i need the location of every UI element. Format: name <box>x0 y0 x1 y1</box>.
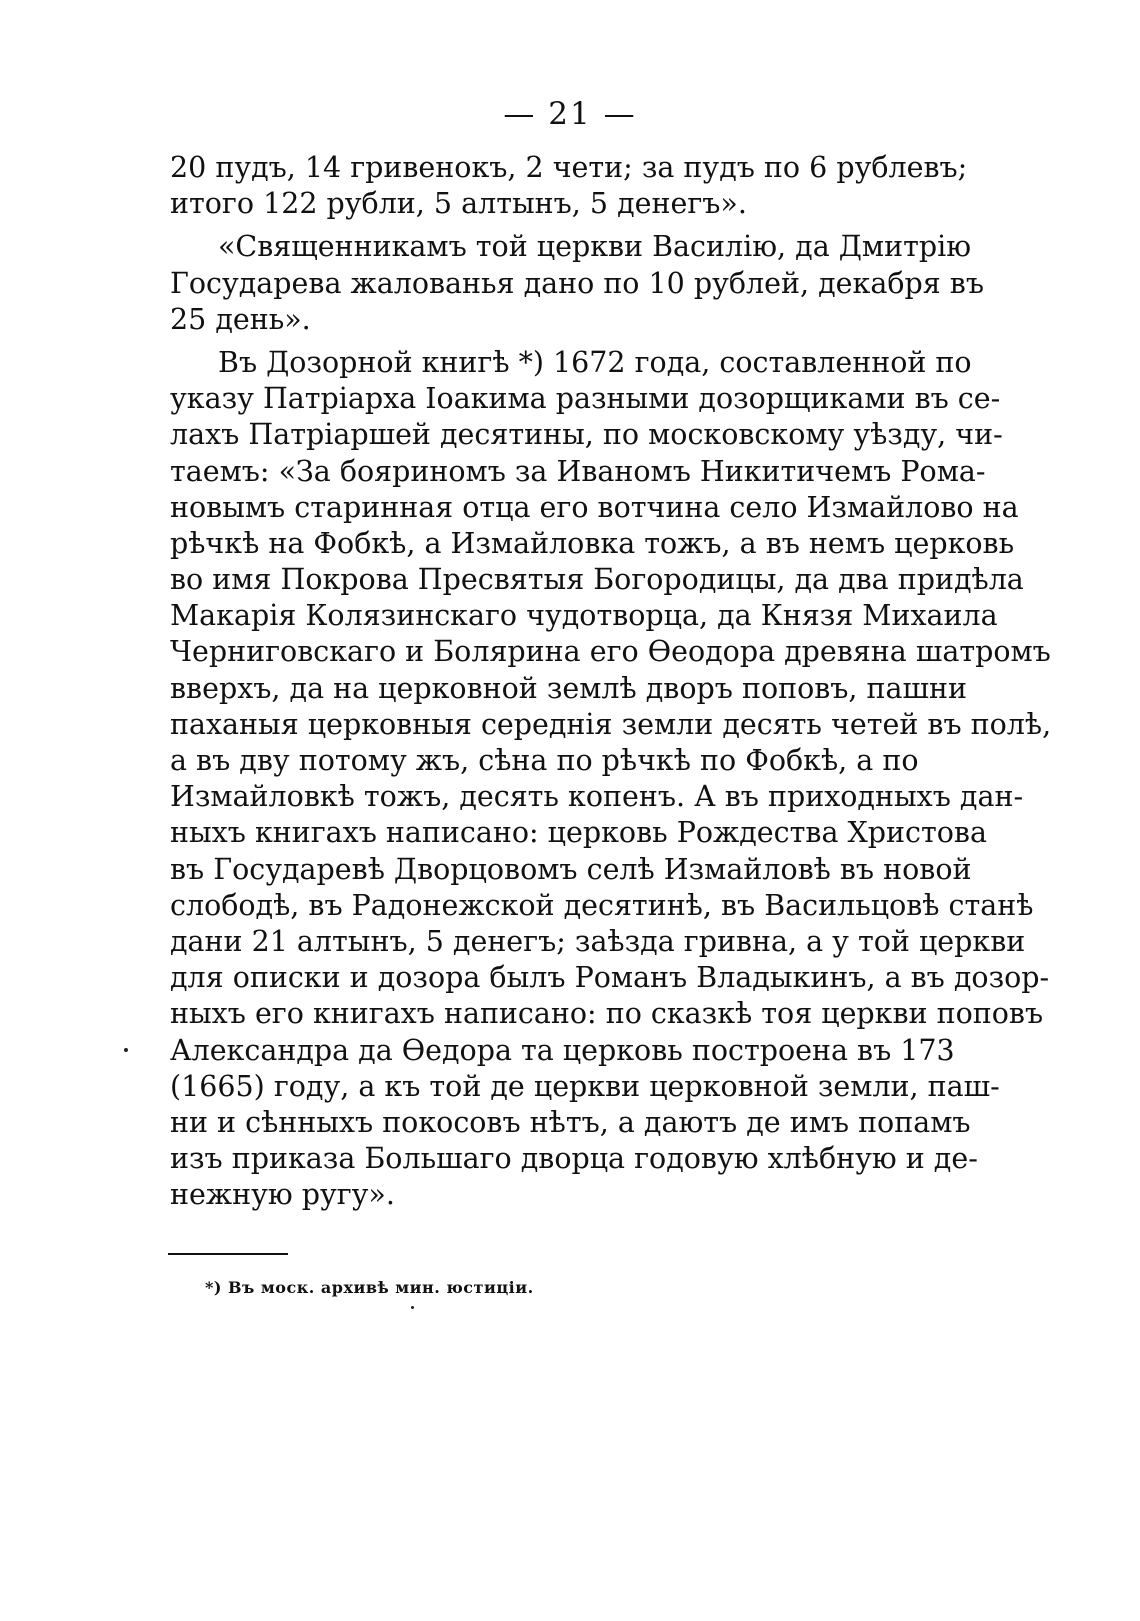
text-line: въ Государевѣ Дворцовомъ селѣ Измайловѣ въ новой <box>170 852 972 886</box>
text-line: ныхъ книгахъ написано: церковь Рождества Христова <box>170 816 987 850</box>
text-line: нежную ругу». <box>170 1178 395 1212</box>
text-line: Макарія Колязинскаго чудотворца, да Князя Михаила <box>170 599 998 633</box>
body-text <box>170 150 1052 1213</box>
text-line: новымъ старинная отца его вотчина село Измайлово на <box>170 490 1019 524</box>
text-line: во имя Покрова Пресвятыя Богородицы, да два придѣла <box>170 563 1024 597</box>
text-line: вверхъ, да на церковной землѣ дворъ поповъ, пашни <box>170 671 968 705</box>
text-line: указу Патріарха Іоакима разными дозорщиками въ се- <box>170 382 1001 416</box>
text-line: Въ Дозорной книгѣ *) 1672 года, составленной по <box>218 345 972 379</box>
text-line: дани 21 алтынъ, 5 денегъ; заѣзда гривна, а у той церкви <box>170 924 1026 958</box>
text-line: итого 122 рубли, 5 алтынъ, 5 денегъ». <box>170 187 747 221</box>
text-line: ни и сѣнныхъ покосовъ нѣтъ, а даютъ де имъ попамъ <box>170 1105 971 1139</box>
text-line: (1665) году, а къ той де церкви церковной земли, паш- <box>170 1069 1000 1103</box>
footnote: *) Въ моск. архивѣ мин. юстиціи. <box>205 1278 534 1297</box>
text-line: а въ дву потому жъ, сѣна по рѣчкѣ по Фобкѣ, а по <box>170 744 919 777</box>
text-line: Александра да Ѳедора та церковь построена въ 173 <box>170 1033 955 1067</box>
text-line: для описки и дозора былъ Романъ Владыкинъ, а въ дозор- <box>170 961 1050 995</box>
text-line: 25 день». <box>170 302 311 336</box>
paragraph <box>170 229 984 338</box>
page-number: — 21 — <box>503 96 637 132</box>
text-line: «Священникамъ той церкви Василію, да Дмитрію <box>218 230 972 264</box>
paragraph <box>170 345 1052 1214</box>
text-line: 20 пудъ, 14 гривенокъ, 2 чети; за пудъ по 6 рублевъ; <box>170 151 968 184</box>
text-line: слободѣ, въ Радонежской десятинѣ, въ Васильцовѣ станѣ <box>170 888 1034 922</box>
footnote-divider <box>168 1253 288 1255</box>
text-line: таемъ: «За бояриномъ за Иваномъ Никитичемъ Рома- <box>170 454 986 488</box>
text-line: Черниговскаго и Болярина его Ѳеодора древяна шатромъ <box>170 635 1051 669</box>
text-line: лахъ Патріаршей десятины, по московскому уѣзду, чи- <box>170 418 1003 452</box>
text-line: паханыя церковныя середнія земли десять четей въ полѣ, <box>170 707 1052 741</box>
text-line: изъ приказа Большаго дворца годовую хлѣбную и де- <box>170 1142 978 1176</box>
text-line: ныхъ его книгахъ написано: по сказкѣ тоя церкви поповъ <box>170 997 1044 1031</box>
text-line: Измайловкѣ тожъ, десять копенъ. А въ приходныхъ дан- <box>170 780 1024 814</box>
print-speck <box>124 1048 128 1052</box>
paragraph <box>170 150 968 222</box>
text-line: рѣчкѣ на Фобкѣ, а Измайловка тожъ, а въ немъ церковь <box>170 526 1015 560</box>
print-speck <box>411 1306 414 1309</box>
text-line: Государева жалованья дано по 10 рублей, декабря въ <box>170 266 984 300</box>
